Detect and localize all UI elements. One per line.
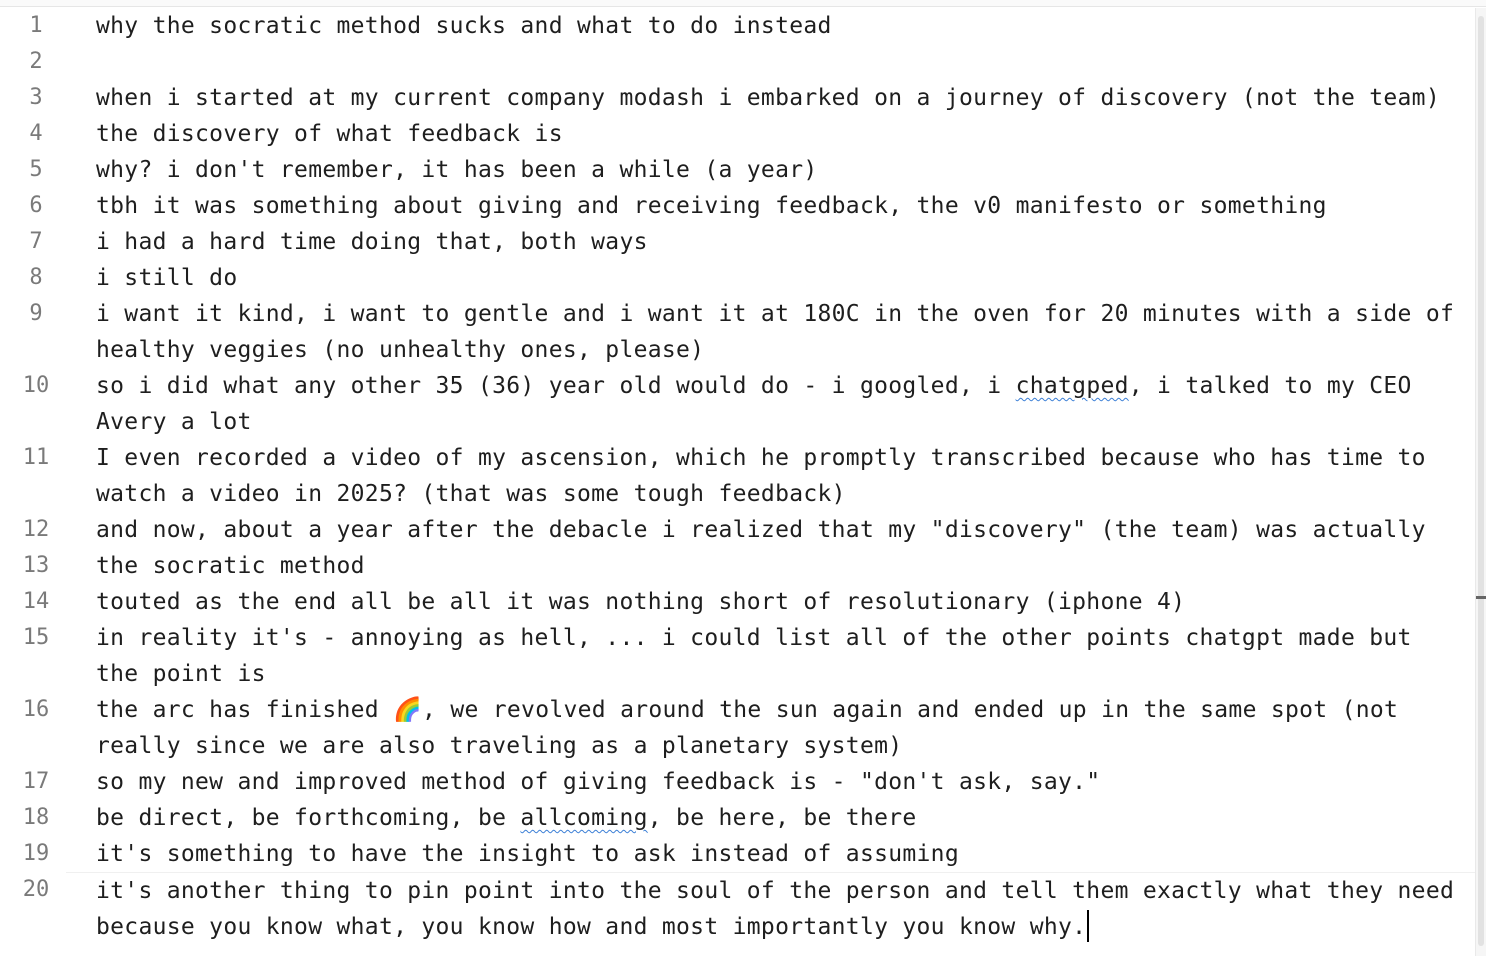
editor-line[interactable] (0, 764, 1476, 800)
line-number: 12 (22, 517, 50, 542)
editor-line[interactable] (0, 584, 1476, 620)
editor-line-current[interactable] (0, 872, 1476, 945)
line-text-segment: , i talked to my CEO Avery a lot (96, 373, 1426, 435)
line-text[interactable]: and now, about a year after the debacle i realized that my "discovery" (the team) was actually (96, 517, 1426, 543)
line-text[interactable] (66, 872, 1476, 945)
editor-line[interactable] (0, 800, 1476, 836)
line-number: 17 (22, 769, 50, 794)
vertical-scrollbar[interactable] (1475, 8, 1486, 956)
editor-line[interactable] (0, 80, 1476, 116)
line-number: 15 (22, 625, 50, 650)
editor-line[interactable] (0, 116, 1476, 152)
line-text[interactable]: when i started at my current company modash i embarked on a journey of discovery (not the team) (96, 85, 1440, 111)
scrollbar-thumb[interactable] (1478, 16, 1484, 946)
editor-line[interactable] (0, 836, 1476, 872)
line-text[interactable]: so my new and improved method of giving feedback is - "don't ask, say." (96, 769, 1101, 795)
line-text[interactable]: it's something to have the insight to ask instead of assuming (96, 841, 959, 867)
line-text[interactable]: the discovery of what feedback is (96, 121, 563, 147)
misspelled-word[interactable]: allcoming (520, 805, 648, 831)
line-text[interactable]: touted as the end all be all it was nothing short of resolutionary (iphone 4) (96, 589, 1186, 615)
editor-line[interactable] (0, 368, 1476, 440)
line-text-segment: be direct, be forthcoming, be (96, 805, 521, 831)
line-number: 10 (22, 373, 50, 398)
line-text[interactable]: i still do (96, 265, 238, 291)
editor-line[interactable] (0, 512, 1476, 548)
editor-line[interactable] (0, 620, 1476, 692)
line-text-segment: so i did what any other 35 (36) year old would do - i googled, i (96, 373, 1016, 399)
line-text[interactable]: tbh it was something about giving and receiving feedback, the v0 manifesto or something (96, 193, 1327, 219)
text-editor[interactable] (0, 8, 1476, 956)
line-text[interactable] (66, 368, 1476, 440)
editor-line[interactable] (0, 188, 1476, 224)
line-number: 9 (29, 301, 43, 326)
line-number: 11 (22, 445, 50, 470)
line-number: 20 (22, 877, 50, 902)
editor-line[interactable] (0, 548, 1476, 584)
line-text[interactable]: i want it kind, i want to gentle and i want it at 180C in the oven for 20 minutes with a side of healthy veggies (no unhealthy ones, please) (96, 301, 1469, 363)
editor-line[interactable] (0, 44, 1476, 80)
line-number: 7 (29, 229, 43, 254)
editor-line[interactable] (0, 692, 1476, 764)
editor-line[interactable] (0, 224, 1476, 260)
text-cursor (1087, 910, 1089, 942)
line-text-segment: , be here, be there (647, 805, 917, 831)
line-text[interactable]: why? i don't remember, it has been a while (a year) (96, 157, 818, 183)
line-text[interactable]: in reality it's - annoying as hell, ... i could list all of the other points chatgpt made but the point is (96, 625, 1426, 687)
line-number: 16 (22, 697, 50, 722)
line-text[interactable]: the socratic method (96, 553, 365, 579)
editor-top-border (0, 0, 1486, 7)
editor-line[interactable] (0, 440, 1476, 512)
editor-line[interactable] (0, 260, 1476, 296)
line-number: 18 (22, 805, 50, 830)
line-number: 13 (22, 553, 50, 578)
line-number: 4 (29, 121, 43, 146)
line-number: 19 (22, 841, 50, 866)
editor-line[interactable] (0, 8, 1476, 44)
line-text[interactable]: I even recorded a video of my ascension, which he promptly transcribed because who has time to watch a video in 2025? (that was some tough feedback) (96, 445, 1440, 507)
editor-line[interactable] (0, 152, 1476, 188)
line-number: 5 (29, 157, 43, 182)
line-text[interactable] (66, 800, 1476, 836)
line-number: 14 (22, 589, 50, 614)
line-text-segment: it's another thing to pin point into the soul of the person and tell them exactly what they need because you know what, you know how and most importantly you know why. (96, 878, 1469, 940)
line-text[interactable]: i had a hard time doing that, both ways (96, 229, 648, 255)
misspelled-word[interactable]: chatgped (1015, 373, 1129, 399)
editor-line[interactable] (0, 296, 1476, 368)
line-text[interactable]: why the socratic method sucks and what to do instead (96, 13, 832, 39)
line-number: 8 (29, 265, 43, 290)
line-number: 1 (29, 13, 43, 38)
line-number: 3 (29, 85, 43, 110)
scrollbar-position-marker (1476, 596, 1486, 599)
line-number: 2 (29, 49, 43, 74)
line-text[interactable]: the arc has finished 🌈, we revolved around the sun again and ended up in the same spot (not really since we are also traveling as a planetary system) (96, 697, 1413, 759)
line-number: 6 (29, 193, 43, 218)
